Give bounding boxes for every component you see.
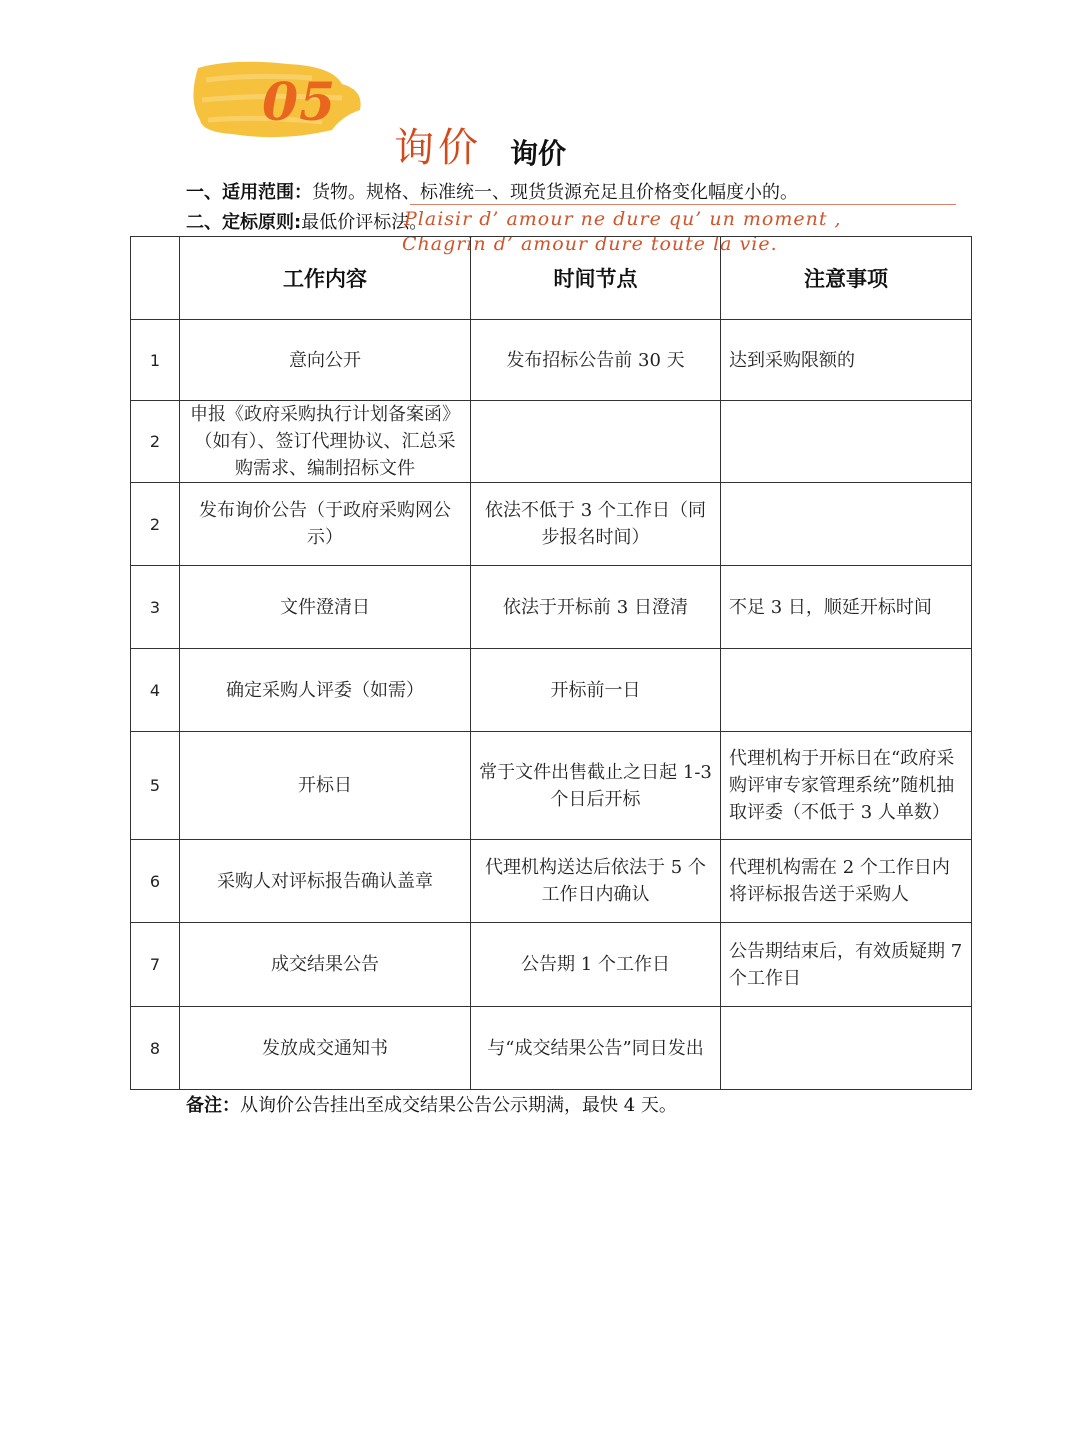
row-work: 成交结果公告 — [180, 923, 471, 1007]
row-note: 不足 3 日，顺延开标时间 — [721, 566, 972, 649]
row-work: 文件澄清日 — [180, 566, 471, 649]
row-time: 常于文件出售截止之日起 1-3 个日后开标 — [471, 732, 721, 840]
row-time: 发布招标公告前 30 天 — [471, 320, 721, 401]
row-time: 依法不低于 3 个工作日（同步报名时间） — [471, 483, 721, 566]
procurement-schedule-table — [130, 236, 972, 1090]
row-note: 达到采购限额的 — [721, 320, 972, 401]
scope-label: 一、适用范围： — [186, 182, 312, 203]
row-number: 8 — [131, 1007, 180, 1090]
table-row — [131, 840, 972, 923]
row-number: 2 — [131, 401, 180, 483]
row-work: 发布询价公告（于政府采购网公示） — [180, 483, 471, 566]
principle-line — [186, 208, 427, 234]
section-number-badge — [192, 60, 364, 140]
row-number: 3 — [131, 566, 180, 649]
table-row — [131, 649, 972, 732]
table-header-row — [131, 237, 972, 320]
row-work: 采购人对评标报告确认盖章 — [180, 840, 471, 923]
table-row — [131, 732, 972, 840]
row-work: 申报《政府采购执行计划备案函》（如有）、签订代理协议、汇总采购需求、编制招标文件 — [180, 401, 471, 483]
row-time: 与“成交结果公告”同日发出 — [471, 1007, 721, 1090]
row-number: 4 — [131, 649, 180, 732]
row-number: 1 — [131, 320, 180, 401]
table-row — [131, 401, 972, 483]
footnote-text: 从询价公告挂出至成交结果公告公示期满，最快 4 天。 — [240, 1095, 677, 1116]
header-index — [131, 237, 180, 320]
section-number: 05 — [262, 72, 337, 133]
table-row — [131, 923, 972, 1007]
row-note — [721, 649, 972, 732]
footnote-label: 备注： — [186, 1095, 240, 1116]
row-time: 开标前一日 — [471, 649, 721, 732]
table-row — [131, 1007, 972, 1090]
row-number: 5 — [131, 732, 180, 840]
row-work: 开标日 — [180, 732, 471, 840]
row-number: 7 — [131, 923, 180, 1007]
table-row — [131, 320, 972, 401]
row-number: 2 — [131, 483, 180, 566]
row-number: 6 — [131, 840, 180, 923]
row-note — [721, 1007, 972, 1090]
page-title: 询价 — [510, 137, 567, 170]
row-note: 公告期结束后，有效质疑期 7 个工作日 — [721, 923, 972, 1007]
principle-label: 二、定标原则: — [186, 212, 302, 233]
row-note — [721, 483, 972, 566]
principle-text: 最低价评标法。 — [301, 212, 428, 233]
scope-text: 货物。规格、标准统一、现货货源充足且价格变化幅度小的。 — [312, 182, 798, 203]
overlay-script-line-1: Plaisir d’ amour ne dure qu’ un moment , — [404, 208, 842, 230]
table-row — [131, 566, 972, 649]
title-handwritten: 询价 — [394, 125, 482, 171]
row-time — [471, 401, 721, 483]
row-time: 公告期 1 个工作日 — [471, 923, 721, 1007]
row-note: 代理机构于开标日在“政府采购评审专家管理系统”随机抽取评委（不低于 3 人单数） — [721, 732, 972, 840]
header-notes: 注意事项 — [721, 237, 972, 320]
scope-underline — [410, 204, 956, 205]
header-work: 工作内容 — [180, 237, 471, 320]
row-time: 依法于开标前 3 日澄清 — [471, 566, 721, 649]
row-work: 意向公开 — [180, 320, 471, 401]
header-time: 时间节点 — [471, 237, 721, 320]
row-work: 确定采购人评委（如需） — [180, 649, 471, 732]
footnote — [186, 1091, 677, 1117]
scope-line — [186, 178, 798, 204]
row-note — [721, 401, 972, 483]
row-work: 发放成交通知书 — [180, 1007, 471, 1090]
overlay-script-line-2: Chagrin d’ amour dure toute la vie. — [402, 233, 778, 255]
table-row — [131, 483, 972, 566]
row-time: 代理机构送达后依法于 5 个工作日内确认 — [471, 840, 721, 923]
row-note: 代理机构需在 2 个工作日内将评标报告送于采购人 — [721, 840, 972, 923]
